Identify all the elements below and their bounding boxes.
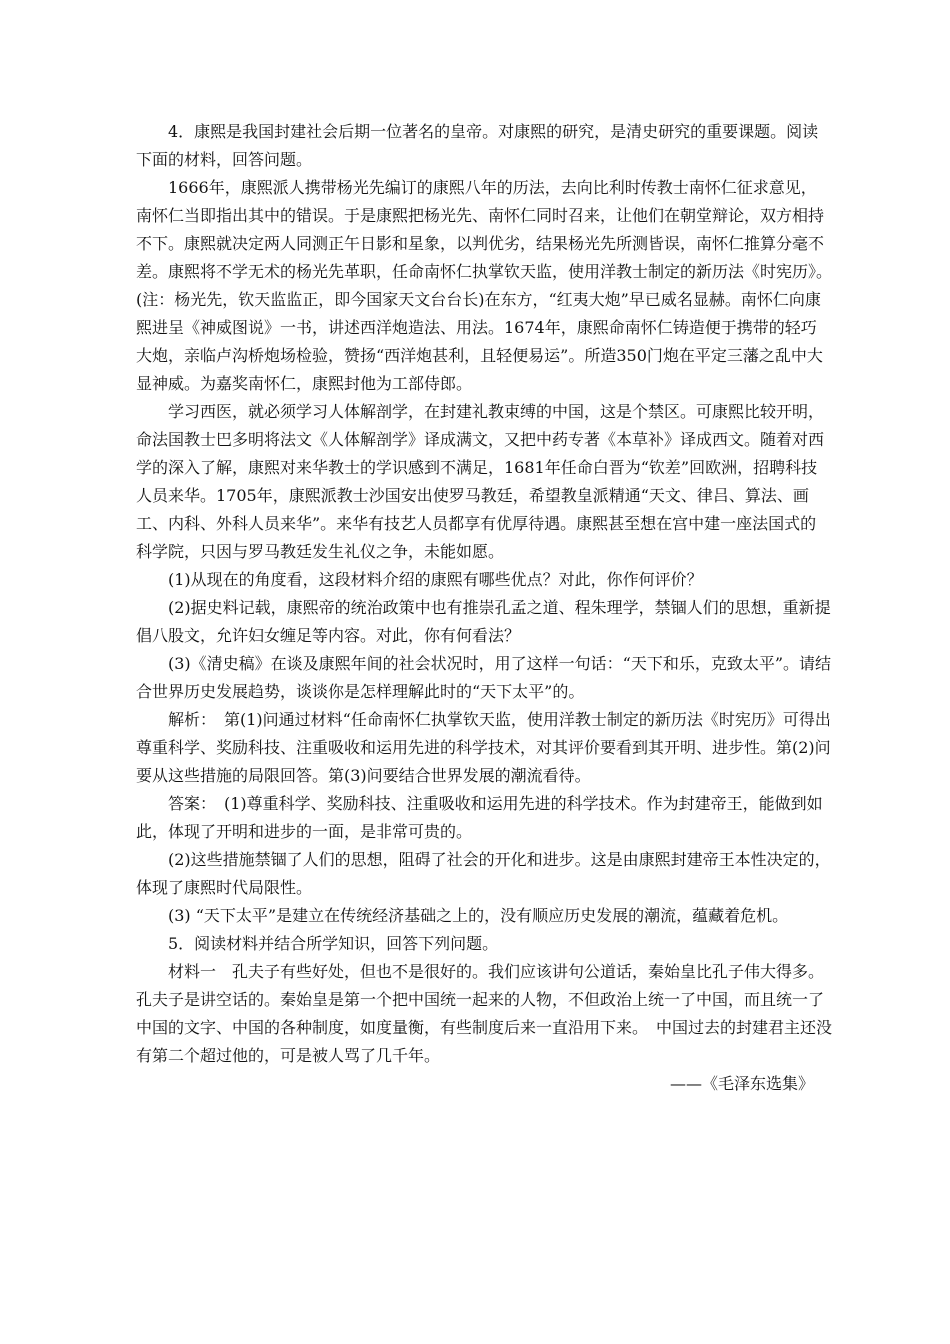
analysis-paragraph: 解析： 第(1)问通过材料“任命南怀仁执掌钦天监，使用洋教士制定的新历法《时宪历》可得出尊重科学、奖励科技、注重吸收和运用先进的科学技术，对其评价要看到其开明、进步性。第(2)问要从这些措施的局限回答。第(3)问要结合世界发展的潮流看待。 [136,710,831,785]
material-one: 材料一 孔夫子有些好处，但也不是很好的。我们应该讲句公道话，秦始皇比孔子伟大得多。孔夫子是讲空话的。秦始皇是第一个把中国统一起来的人物，不但政治上统一了中国，而且统一了中国的文字、中国的各种制度，如度量衡，有些制度后来一直沿用下来。 中国过去的封建君主还没有第二个超过他的，可是被人骂了几千年。 [136,962,833,1065]
material-paragraph-2: 学习西医，就必须学习人体解剖学，在封建礼教束缚的中国，这是个禁区。可康熙比较开明，命法国教士巴多明将法文《人体解剖学》译成满文，又把中药专著《本草补》译成西文。随着对西学的深入了解，康熙对来华教士的学识感到不满足，1681年任命白晋为“钦差”回欧洲，招聘科技人员来华。1705年，康熙派教士沙国安出使罗马教廷，希望教皇派精通“天文、律吕、算法、画工、内科、外科人员来华”。来华有技艺人员都享有优厚待遇。康熙甚至想在宫中建一座法国式的科学院，只因与罗马教廷发生礼仪之争，未能如愿。 [136,402,825,561]
answer-3: (3) “天下太平”是建立在传统经济基础之上的，没有顺应历史发展的潮流，蕴藏着危机。 [168,906,789,925]
source-citation: ——《毛泽东选集》 [669,1074,814,1093]
sub-question-1: (1)从现在的角度看，这段材料介绍的康熙有哪些优点？对此，你作何评价？ [168,570,703,589]
material-paragraph-1: 1666年，康熙派人携带杨光先编订的康熙八年的历法，去向比利时传教士南怀仁征求意见，南怀仁当即指出其中的错误。于是康熙把杨光先、南怀仁同时召来，让他们在朝堂辩论，双方相持不下。康熙就决定两人同测正午日影和星象，以判优劣，结果杨光先所测皆误，南怀仁推算分毫不差。康熙将不学无术的杨光先革职，任命南怀仁执掌钦天监，使用洋教士制定的新历法《时宪历》。(注：杨光先，钦天监监正，即今国家天文台台长)在东方，“红夷大炮”早已威名显赫。南怀仁向康熙进呈《神威图说》一书，讲述西洋炮造法、用法。1674年，康熙命南怀仁铸造便于携带的轻巧大炮，亲临卢沟桥炮场检验，赞扬“西洋炮甚利，且轻便易运”。所造350门炮在平定三藩之乱中大显神威。为嘉奖南怀仁，康熙封他为工部侍郎。 [136,178,833,393]
sub-question-3: (3)《清史稿》在谈及康熙年间的社会状况时，用了这样一句话：“天下和乐，克致太平”。请结合世界历史发展趋势，谈谈你是怎样理解此时的“天下太平”的。 [136,654,832,701]
answer-1: 答案： (1)尊重科学、奖励科技、注重吸收和运用先进的科学技术。作为封建帝王，能做到如此，体现了开明和进步的一面，是非常可贵的。 [136,794,823,841]
answer-2: (2)这些措施禁锢了人们的思想，阻碍了社会的开化和进步。这是由康熙封建帝王本性决定的，体现了康熙时代局限性。 [136,850,831,897]
question-4-intro: 4．康熙是我国封建社会后期一位著名的皇帝。对康熙的研究，是清史研究的重要课题。阅读下面的材料，回答问题。 [136,122,819,169]
question-5-intro: 5．阅读材料并结合所学知识，回答下列问题。 [168,934,499,953]
sub-question-2: (2)据史料记载，康熙帝的统治政策中也有推崇孔孟之道、程朱理学，禁锢人们的思想，重新提倡八股文，允许妇女缠足等内容。对此，你有何看法？ [136,598,831,645]
